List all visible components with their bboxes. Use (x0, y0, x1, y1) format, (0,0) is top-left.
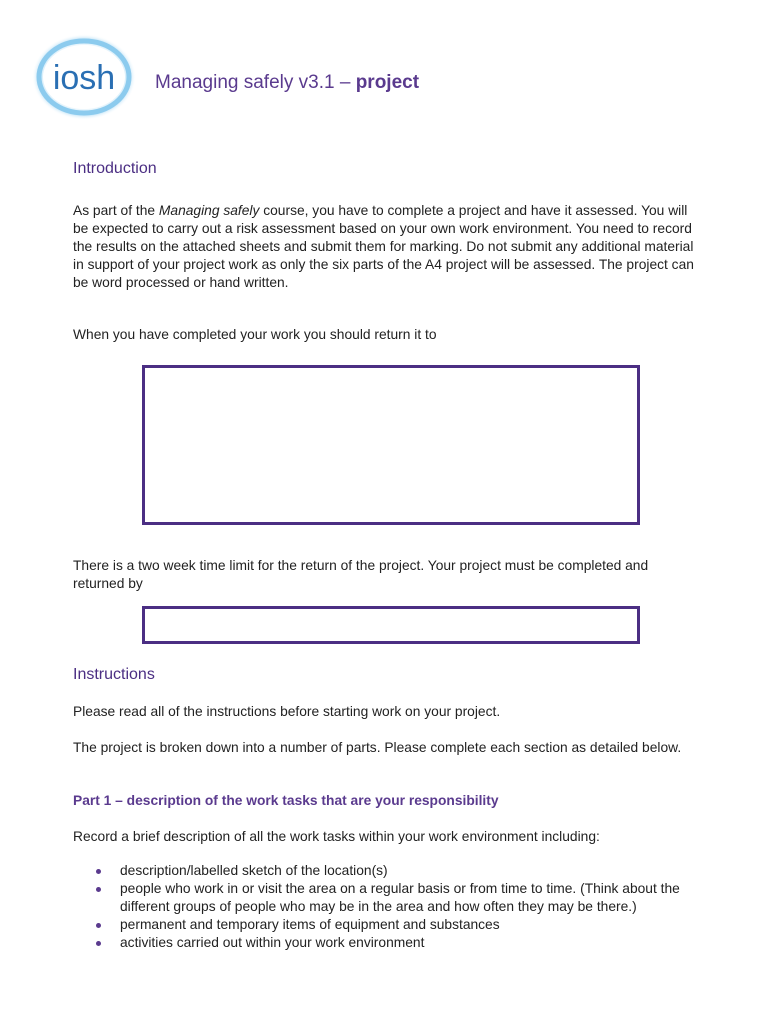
intro-text-pre: As part of the (73, 203, 159, 218)
introduction-heading: Introduction (73, 160, 157, 177)
list-item (73, 916, 693, 934)
bullet-icon (96, 923, 101, 928)
page-title (155, 72, 419, 94)
instructions-paragraph-2: The project is broken down into a number of parts. Please complete each section as detailed below. (73, 740, 682, 755)
bullet-icon (96, 941, 101, 946)
intro-text-course: Managing safely (158, 203, 260, 218)
return-to-text: When you have completed your work you should return it to (73, 327, 437, 342)
time-limit-text: There is a two week time limit for the return of the project. Your project must be completed and returned by (73, 558, 649, 591)
bullet-icon (96, 869, 101, 874)
bullet-icon (96, 887, 101, 892)
logo-text: iosh (52, 59, 116, 97)
title-bold: project (355, 72, 420, 93)
iosh-logo (24, 28, 144, 124)
list-item-text: permanent and temporary items of equipment and substances (120, 917, 500, 932)
part-1-heading: Part 1 – description of the work tasks that are your responsibility (73, 793, 499, 808)
list-item (73, 880, 693, 916)
part-1-intro: Record a brief description of all the work tasks within your work environment including: (73, 829, 600, 844)
instructions-paragraph-1: Please read all of the instructions before starting work on your project. (73, 704, 501, 719)
list-item-text: activities carried out within your work environment (120, 935, 425, 950)
title-regular: Managing safely v3.1 – (155, 72, 356, 93)
intro-text-post: course, you have to complete a project and have it assessed. You will be expected to carry out a risk assessment based on your own work environment. You need to record the results on the attached sheets and submit them for marking. Do not submit any additional material in support of your project work as only the six parts of the A4 project will be assessed. The project can be word processed or hand written. (73, 203, 694, 290)
list-item-text: people who work in or visit the area on a regular basis or from time to time. (Think about the different groups of people who may be in the area and how often they may be there.) (120, 881, 680, 914)
list-item (73, 862, 693, 880)
instructions-heading: Instructions (73, 666, 155, 683)
return-date-box[interactable] (142, 606, 640, 644)
introduction-paragraph (73, 202, 698, 292)
list-item (73, 934, 693, 952)
return-address-box[interactable] (142, 365, 640, 525)
part-1-list (73, 862, 693, 952)
list-item-text: description/labelled sketch of the location(s) (120, 863, 388, 878)
